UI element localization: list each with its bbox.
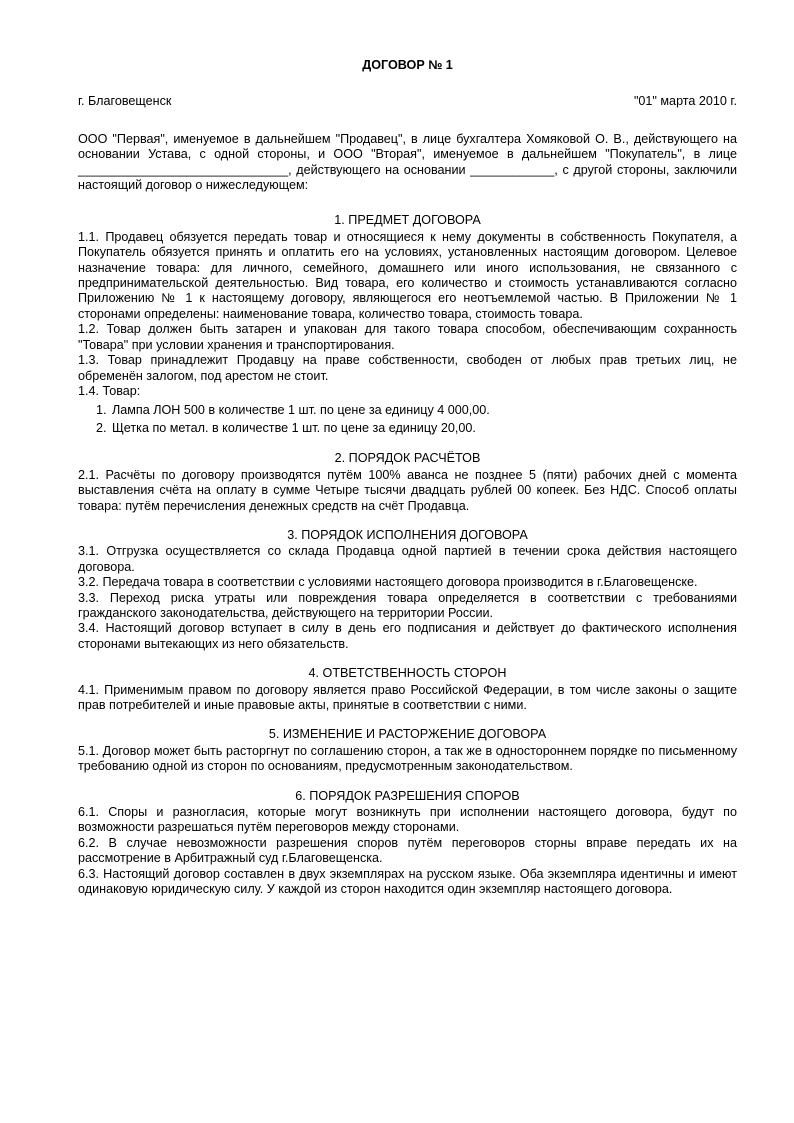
goods-item: 1. Лампа ЛОН 500 в количестве 1 шт. по цене за единицу 4 000,00.: [110, 401, 737, 419]
section-disputes: [78, 789, 737, 898]
clause-3-3: 3.3. Переход риска утраты или повреждения товара определяется в соответствии с требованиями гражданского законодательства, действующего на территории России.: [78, 590, 737, 620]
document-page: [78, 58, 737, 897]
section-liability: [78, 666, 737, 713]
section-title: 5. ИЗМЕНЕНИЕ И РАСТОРЖЕНИЕ ДОГОВОРА: [268, 727, 547, 742]
intro-paragraph: ООО "Первая", именуемое в дальнейшем "Продавец", в лице бухгалтера Хомяковой О. В., действующего на основании Устава, с одной стороны, и ООО "Вторая", именуемое в дальнейшем "Покупатель", в лице ______________________________, действующего на основании ____________, с другой стороны, заключили настоящий договор о нижеследующем:: [78, 131, 737, 193]
section-termination: [78, 727, 737, 774]
clause-3-2: 3.2. Передача товара в соответствии с условиями настоящего договора производится в г.Благовещенске.: [78, 575, 698, 590]
section-payment: [78, 451, 737, 514]
clause-5-1: 5.1. Договор может быть расторгнут по соглашению сторон, а так же в одностороннем порядке по письменному требованию одной из сторон по основаниям, предусмотренным законодательством.: [78, 743, 737, 774]
section-title: 3. ПОРЯДОК ИСПОЛНЕНИЯ ДОГОВОРА: [287, 527, 528, 542]
clause-6-1: 6.1. Споры и разногласия, которые могут возникнуть при исполнении настоящего договора, будут по возможности разрешаться путём переговоров между сторонами.: [78, 805, 737, 835]
clause-1-2: 1.2. Товар должен быть затарен и упакован для такого товара способом, обеспечивающим сохранность "Товара" при условии хранения и транспортирования.: [78, 322, 737, 352]
city-date-row: [78, 94, 737, 109]
clause-1-4: 1.4. Товар:: [78, 383, 141, 398]
city: г. Благовещенск: [78, 94, 172, 109]
section-title: 4. ОТВЕТСТВЕННОСТЬ СТОРОН: [308, 666, 507, 681]
clause-3-4: 3.4. Настоящий договор вступает в силу в день его подписания и действует до фактического исполнения сторонами вытекающих из него обязательств.: [78, 621, 737, 651]
goods-item: 2. Щетка по метал. в количестве 1 шт. по цене за единицу 20,00.: [110, 419, 737, 437]
clause-4-1: 4.1. Применимым правом по договору является право Российской Федерации, в том числе законы о защите прав потребителей и иные правовые акты, принятые в соответствии с ними.: [78, 682, 737, 712]
clause-3-1: 3.1. Отгрузка осуществляется со склада Продавца одной партией в течении срока действия настоящего договора.: [78, 544, 737, 574]
section-title: 2. ПОРЯДОК РАСЧЁТОВ: [334, 451, 481, 466]
clause-1-3: 1.3. Товар принадлежит Продавцу на праве собственности, свободен от любых прав третьих лиц, не обременён залогом, под арестом не стоит.: [78, 353, 737, 383]
section-title: 1. ПРЕДМЕТ ДОГОВОРА: [334, 213, 481, 228]
clause-1-1: 1.1. Продавец обязуется передать товар и относящиеся к нему документы в собственность Покупателя, а Покупатель обязуется принять и оплатить его на условиях, установленных настоящим договором. Целевое назначение товара: для личного, семейного, домашнего или иного использования, не связанного с предпринимательской деятельностью. Вид товара, его количество и стоимость устанавливаются согласно Приложению № 1 к настоящему договору, являющегося его неотъемлемой частью. В Приложении № 1 сторонами определены: наименование товара, количество товара, стоимость товара.: [78, 229, 737, 321]
goods-list: [78, 401, 737, 437]
clause-2-1: 2.1. Расчёты по договору производятся путём 100% аванса не позднее 5 (пяти) рабочих дней с момента выставления счёта на оплату в сумме Четыре тысячи двадцать рублей 00 копеек. Без НДС. Способ оплаты товара: путём перечисления денежных средств на счёт Продавца.: [78, 467, 737, 513]
section-title: 6. ПОРЯДОК РАЗРЕШЕНИЯ СПОРОВ: [295, 788, 520, 803]
document-title: ДОГОВОР № 1: [362, 58, 453, 72]
date: "01" марта 2010 г.: [633, 94, 737, 109]
section-execution: [78, 528, 737, 652]
section-subject: [78, 213, 737, 437]
clause-6-3: 6.3. Настоящий договор составлен в двух экземплярах на русском языке. Оба экземпляра идентичны и имеют одинаковую юридическую силу. У каждой из сторон находится один экземпляр настоящего договора.: [78, 866, 737, 897]
clause-6-2: 6.2. В случае невозможности разрешения споров путём переговоров сторны вправе передать их на рассмотрение в Арбитражный суд г.Благовещенска.: [78, 835, 737, 866]
